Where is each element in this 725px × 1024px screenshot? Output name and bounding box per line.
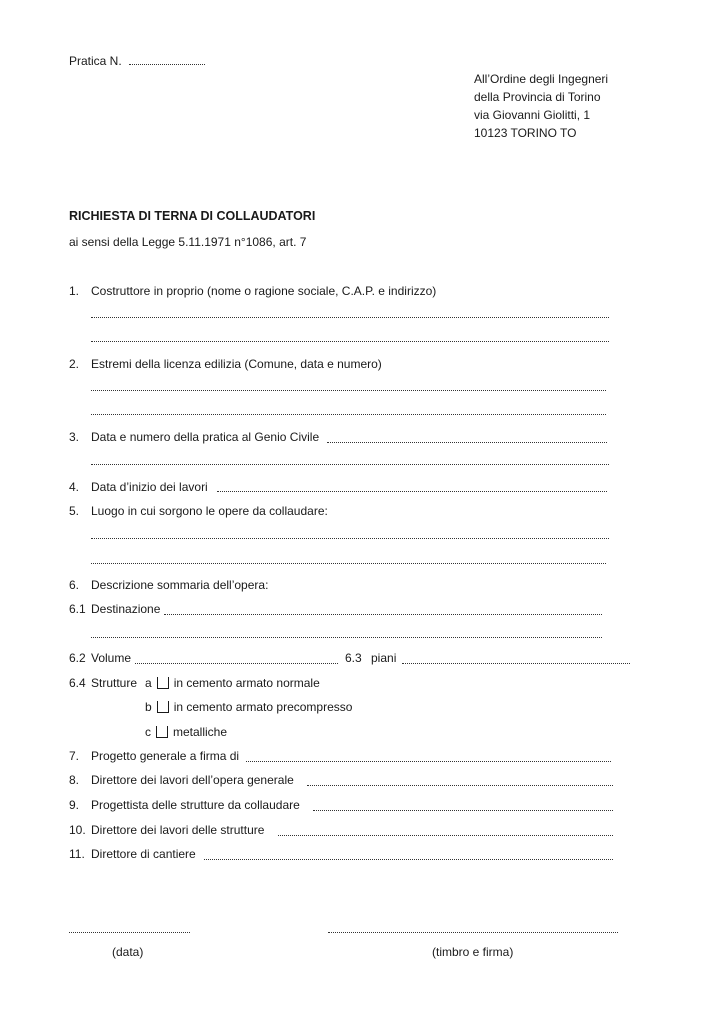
checkbox-b[interactable] — [156, 701, 170, 712]
item-11-field[interactable] — [204, 859, 613, 860]
item-5-field-line-2[interactable] — [91, 563, 606, 564]
option-text: in cemento armato precompresso — [173, 700, 353, 714]
item-6-2-number: 6.2 — [69, 651, 86, 665]
date-label: (data) — [112, 945, 144, 959]
item-1-number: 1. — [69, 284, 80, 298]
item-11-number: 11. — [69, 847, 85, 861]
item-6-2-field[interactable] — [135, 663, 338, 664]
option-letter: a — [145, 676, 152, 690]
item-1-field-line-1[interactable] — [91, 317, 609, 318]
item-6-number: 6. — [69, 578, 80, 592]
item-7-field[interactable] — [246, 761, 611, 762]
structure-option-b — [145, 700, 352, 714]
item-7-label: Progetto generale a firma di — [91, 749, 240, 763]
option-text: in cemento armato normale — [173, 676, 320, 690]
option-text: metalliche — [173, 725, 228, 739]
option-letter: b — [145, 700, 152, 714]
checkbox-c[interactable] — [155, 726, 169, 737]
item-4-label: Data d’inizio dei lavori — [91, 480, 208, 494]
recipient-line: via Giovanni Giolitti, 1 — [474, 108, 591, 122]
pratica-number-field[interactable] — [129, 64, 205, 65]
item-2-number: 2. — [69, 357, 80, 371]
checkbox-a[interactable] — [156, 677, 170, 688]
item-4-number: 4. — [69, 480, 80, 494]
item-6-3-number: 6.3 — [345, 651, 362, 665]
item-6-3-label: piani — [371, 651, 397, 665]
item-4-field[interactable] — [217, 491, 607, 492]
item-11-label: Direttore di cantiere — [91, 847, 196, 861]
item-8-number: 8. — [69, 773, 80, 787]
item-5-field-line-1[interactable] — [91, 538, 609, 539]
item-9-label: Progettista delle strutture da collaudare — [91, 798, 300, 812]
date-field[interactable] — [69, 932, 190, 933]
recipient-line: 10123 TORINO TO — [474, 126, 577, 140]
item-1-field-line-2[interactable] — [91, 341, 609, 342]
item-7-number: 7. — [69, 749, 80, 763]
pratica-number — [69, 54, 205, 68]
item-6-2-label: Volume — [91, 651, 132, 665]
item-2-field-line-1[interactable] — [91, 390, 606, 391]
structure-option-a — [145, 676, 320, 690]
recipient-line: della Provincia di Torino — [474, 90, 601, 104]
signature-label: (timbro e firma) — [432, 945, 514, 959]
item-2-field-line-2[interactable] — [91, 414, 606, 415]
item-3-field-line-1[interactable] — [327, 442, 607, 443]
item-9-number: 9. — [69, 798, 80, 812]
option-letter: c — [145, 725, 151, 739]
item-6-4-number: 6.4 — [69, 676, 86, 690]
document-title: RICHIESTA DI TERNA DI COLLAUDATORI — [69, 209, 316, 223]
item-3-label: Data e numero della pratica al Genio Civile — [91, 430, 320, 444]
item-8-label: Direttore dei lavori dell’opera generale — [91, 773, 294, 787]
signature-field[interactable] — [328, 932, 618, 933]
item-6-1-label: Destinazione — [91, 602, 161, 616]
item-10-label: Direttore dei lavori delle strutture — [91, 823, 265, 837]
item-3-field-line-2[interactable] — [91, 464, 609, 465]
item-1-label: Costruttore in proprio (nome o ragione sociale, C.A.P. e indirizzo) — [91, 284, 437, 298]
item-10-number: 10. — [69, 823, 86, 837]
document-subtitle: ai sensi della Legge 5.11.1971 n°1086, art. 7 — [69, 235, 307, 249]
item-5-label: Luogo in cui sorgono le opere da collaudare: — [91, 504, 328, 518]
item-6-3-field[interactable] — [402, 663, 630, 664]
pratica-label: Pratica N. — [69, 54, 122, 68]
structure-option-c — [145, 725, 227, 739]
item-3-number: 3. — [69, 430, 80, 444]
item-6-1-field-line-2[interactable] — [91, 637, 602, 638]
item-9-field[interactable] — [313, 810, 613, 811]
item-6-4-label: Strutture — [91, 676, 138, 690]
item-2-label: Estremi della licenza edilizia (Comune, data e numero) — [91, 357, 382, 371]
recipient-line: All’Ordine degli Ingegneri — [474, 72, 609, 86]
item-6-1-number: 6.1 — [69, 602, 86, 616]
item-5-number: 5. — [69, 504, 80, 518]
item-6-1-field-line-1[interactable] — [164, 614, 602, 615]
item-6-label: Descrizione sommaria dell’opera: — [91, 578, 269, 592]
item-8-field[interactable] — [307, 785, 613, 786]
item-10-field[interactable] — [278, 835, 613, 836]
